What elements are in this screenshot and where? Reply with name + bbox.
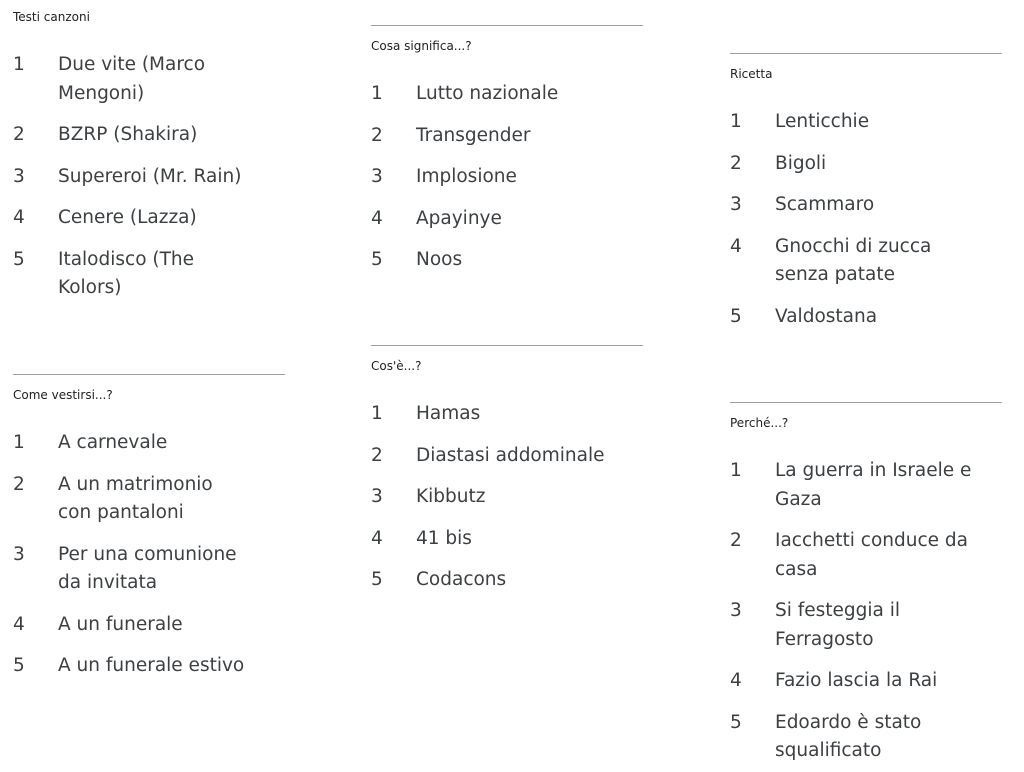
section-come-vestirsi — [13, 374, 285, 681]
list-item[interactable] — [730, 150, 1002, 179]
item-text: Kibbutz — [416, 486, 486, 507]
item-rank: 3 — [730, 600, 742, 621]
item-text: 41 bis — [416, 527, 472, 549]
list-item[interactable] — [13, 121, 285, 150]
ranked-list — [13, 51, 285, 303]
item-text: Implosione — [416, 166, 517, 187]
item-text: A un funerale — [58, 613, 183, 635]
section-title: Cosa significa...? — [371, 39, 472, 53]
section-divider — [13, 374, 285, 375]
item-text: Per una comunione da invitata — [58, 543, 237, 593]
section-testi-canzoni — [13, 9, 285, 303]
ranked-list — [13, 429, 285, 681]
item-text: Apayinye — [416, 207, 502, 229]
section-cosa-significa — [371, 25, 643, 275]
section-divider — [730, 402, 1002, 403]
list-item[interactable] — [13, 429, 285, 458]
section-divider — [371, 25, 643, 26]
item-rank: 2 — [730, 152, 742, 174]
section-title: Ricetta — [730, 67, 773, 81]
list-item[interactable] — [371, 525, 643, 554]
item-text: Due vite (Marco Mengoni) — [58, 54, 206, 104]
list-item[interactable] — [13, 163, 285, 192]
list-item[interactable] — [371, 163, 643, 192]
list-item[interactable] — [730, 709, 1002, 766]
item-text: Lutto nazionale — [416, 83, 559, 104]
ranked-list — [730, 108, 1002, 331]
list-item[interactable] — [730, 527, 1002, 584]
list-item[interactable] — [13, 246, 285, 303]
item-text: Fazio lascia la Rai — [775, 670, 938, 691]
section-perche — [730, 402, 1002, 766]
item-rank: 5 — [730, 711, 742, 733]
list-item[interactable] — [730, 108, 1002, 137]
item-text: Gnocchi di zucca senza patate — [775, 235, 932, 285]
ranked-list — [371, 80, 643, 275]
item-rank: 1 — [730, 460, 742, 481]
list-item[interactable] — [371, 122, 643, 151]
item-rank: 4 — [371, 207, 383, 229]
item-rank: 1 — [13, 54, 25, 75]
item-rank: 4 — [371, 527, 383, 549]
item-text: Codacons — [416, 569, 507, 590]
item-rank: 3 — [371, 486, 383, 507]
list-item[interactable] — [371, 246, 643, 275]
item-text: La guerra in Israele e Gaza — [775, 460, 972, 510]
list-item[interactable] — [13, 471, 285, 528]
item-rank: 5 — [730, 305, 742, 327]
section-title: Testi canzoni — [13, 10, 90, 24]
list-item[interactable] — [371, 400, 643, 429]
ranked-list — [371, 400, 643, 595]
item-rank: 4 — [730, 235, 742, 257]
section-divider — [371, 345, 643, 346]
list-item[interactable] — [730, 667, 1002, 696]
item-rank: 3 — [371, 166, 383, 187]
list-item[interactable] — [730, 457, 1002, 514]
item-text: Iacchetti conduce da casa — [775, 530, 968, 580]
item-rank: 4 — [730, 670, 742, 691]
item-rank: 1 — [371, 83, 383, 104]
list-item[interactable] — [730, 233, 1002, 290]
item-rank: 1 — [371, 403, 383, 424]
item-text: Lenticchie — [775, 111, 870, 132]
item-rank: 5 — [371, 569, 383, 590]
item-rank: 4 — [13, 613, 25, 635]
item-text: BZRP (Shakira) — [58, 124, 198, 145]
list-item[interactable] — [371, 483, 643, 512]
section-cos-e — [371, 345, 643, 595]
list-item[interactable] — [13, 204, 285, 233]
item-rank: 2 — [13, 124, 25, 145]
item-rank: 4 — [13, 207, 25, 228]
item-rank: 2 — [371, 124, 383, 146]
item-rank: 5 — [13, 655, 25, 676]
item-rank: 3 — [730, 194, 742, 215]
ranked-list — [730, 457, 1002, 766]
item-text: A carnevale — [58, 432, 168, 453]
item-text: Valdostana — [775, 305, 878, 327]
item-rank: 2 — [371, 444, 383, 466]
item-rank: 3 — [13, 543, 25, 565]
list-item[interactable] — [13, 541, 285, 598]
section-title: Come vestirsi...? — [13, 388, 113, 402]
list-item[interactable] — [13, 51, 285, 108]
item-rank: 3 — [13, 165, 25, 187]
item-text: Hamas — [416, 403, 481, 424]
item-text: Bigoli — [775, 152, 827, 174]
item-rank: 1 — [13, 432, 25, 453]
item-rank: 2 — [730, 530, 742, 551]
list-item[interactable] — [371, 566, 643, 595]
item-text: Noos — [416, 249, 463, 270]
item-text: Cenere (Lazza) — [58, 207, 197, 228]
item-text: Supereroi (Mr. Rain) — [58, 165, 242, 187]
item-rank: 5 — [13, 248, 25, 270]
item-text: A un matrimonio con pantaloni — [58, 473, 213, 523]
list-item[interactable] — [13, 652, 285, 681]
section-ricetta — [730, 53, 1002, 331]
list-item[interactable] — [13, 611, 285, 640]
section-divider — [730, 53, 1002, 54]
list-item[interactable] — [730, 303, 1002, 332]
item-rank: 2 — [13, 473, 25, 495]
list-item[interactable] — [730, 191, 1002, 220]
list-item[interactable] — [371, 205, 643, 234]
item-text: A un funerale estivo — [58, 655, 245, 676]
item-text: Transgender — [416, 124, 531, 146]
item-text: Diastasi addominale — [416, 444, 605, 466]
section-title: Perché...? — [730, 416, 789, 430]
section-title: Cos'è...? — [371, 359, 422, 373]
item-text: Si festeggia il Ferragosto — [775, 600, 901, 650]
item-text: Italodisco (The Kolors) — [58, 248, 195, 298]
item-rank: 5 — [371, 249, 383, 270]
list-item[interactable] — [371, 442, 643, 471]
item-text: Edoardo è stato squalificato — [775, 711, 922, 761]
item-text: Scammaro — [775, 194, 875, 215]
item-rank: 1 — [730, 111, 742, 132]
list-item[interactable] — [730, 597, 1002, 654]
list-item[interactable] — [371, 80, 643, 109]
